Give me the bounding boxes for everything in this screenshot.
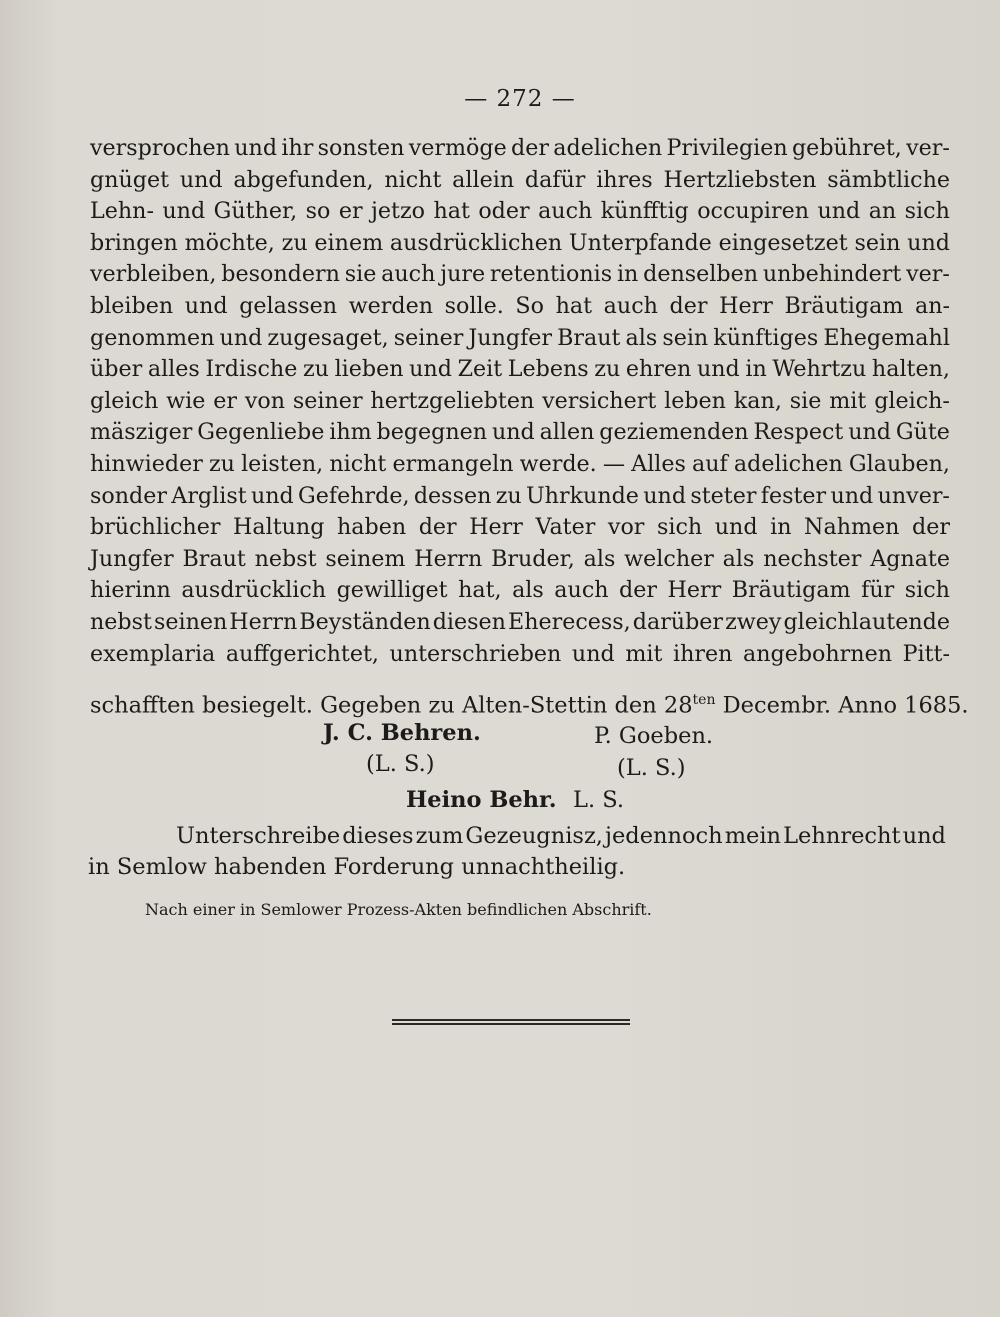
word: nicht <box>329 450 387 477</box>
word: sein <box>662 324 709 351</box>
text-line <box>90 575 950 607</box>
word: nicht <box>384 166 442 193</box>
word: haben <box>336 514 407 541</box>
word: allein <box>452 166 515 193</box>
word: mein <box>724 823 782 849</box>
word: begegnen <box>376 419 488 446</box>
word: fester <box>760 482 827 509</box>
text-line <box>90 512 950 544</box>
word: und <box>184 292 228 319</box>
word: Herr <box>469 514 523 541</box>
source-note: Nach einer in Semlower Prozess-Akten befindlichen Abschrift. <box>145 900 652 919</box>
word: oder <box>478 198 530 225</box>
word: Haltung <box>233 514 325 541</box>
word: Uhrkunde <box>525 482 639 509</box>
word: Gefehrde, <box>298 482 410 509</box>
word: jedennoch <box>605 823 723 849</box>
text-line <box>90 544 950 576</box>
word: ehren <box>625 356 692 383</box>
word: leben <box>664 387 726 414</box>
word: allen <box>539 419 595 446</box>
word: Glauben, <box>848 450 950 477</box>
word: er <box>213 387 237 414</box>
word: jure <box>440 261 486 288</box>
word: Respect <box>753 419 844 446</box>
word: auffgerichtet, <box>225 640 379 667</box>
word: lieben <box>334 356 404 383</box>
text-line <box>90 639 950 671</box>
word: gleich- <box>874 387 950 414</box>
word: und <box>696 356 740 383</box>
word: in <box>745 356 767 383</box>
word: adelichen <box>733 450 843 477</box>
word: hat <box>555 292 593 319</box>
signature-heino: Heino Behr. <box>406 787 557 813</box>
word: ausdrücklichen <box>389 229 563 256</box>
word: zum <box>415 823 464 849</box>
word: dafür <box>524 166 586 193</box>
word: Bruder, <box>491 545 575 572</box>
word: hat <box>433 198 470 225</box>
word: Herrn <box>414 545 483 572</box>
word: als <box>512 577 544 604</box>
word: unbehindert <box>762 261 902 288</box>
word: gewilliget <box>336 577 448 604</box>
word: gleich <box>90 387 159 414</box>
word: nebst <box>90 608 152 635</box>
word: auf <box>692 450 728 477</box>
word: wie <box>166 387 206 414</box>
word: exemplaria <box>90 640 216 667</box>
word: nebst <box>254 545 317 572</box>
seal-goeben: (L. S.) <box>617 755 686 781</box>
word: ermangeln <box>392 450 514 477</box>
word: Unterschreibe <box>176 823 341 849</box>
word: kan, <box>733 387 782 414</box>
word: Irdische <box>205 356 298 383</box>
word: möchte, <box>184 229 275 256</box>
word: hinwieder <box>90 450 203 477</box>
word: welcher <box>624 545 714 572</box>
word: seiner <box>393 324 464 351</box>
word: auch <box>538 198 593 225</box>
word: von <box>244 387 286 414</box>
word: und <box>714 514 758 541</box>
word: und <box>491 419 535 446</box>
last-line-date: Decembr. Anno 1685. <box>715 692 969 719</box>
word: brüchlicher <box>90 514 221 541</box>
word: hierinn <box>90 577 171 604</box>
word: über <box>90 356 143 383</box>
word: und <box>234 135 278 161</box>
word: zu <box>302 356 329 383</box>
word: geziemenden <box>599 419 749 446</box>
word: Lebens <box>507 356 589 383</box>
word: der <box>619 577 657 604</box>
word: Jungfer <box>468 324 553 351</box>
word: Nahmen <box>804 514 900 541</box>
word: ihr <box>281 135 314 161</box>
word: jetzo <box>371 198 425 225</box>
word: dieses <box>342 823 414 849</box>
word: seinen <box>153 608 228 635</box>
word: hertzgeliebten <box>370 387 535 414</box>
text-line <box>90 354 950 386</box>
word: und <box>179 166 223 193</box>
word: der <box>418 514 457 541</box>
word: der <box>912 514 950 541</box>
word: besondern <box>221 261 340 288</box>
word: ihres <box>596 166 653 193</box>
word: Bräutigam <box>731 577 851 604</box>
word: darüber <box>632 608 724 635</box>
word: Jungfer <box>90 545 174 572</box>
word: Privilegien <box>666 135 788 161</box>
word: werde. <box>519 450 597 477</box>
text-line <box>90 417 950 449</box>
word: in <box>770 514 792 541</box>
word: Ehegemahl <box>823 324 950 351</box>
word: Bräutigam <box>784 292 904 319</box>
word: solle. <box>444 292 504 319</box>
closing-statement-line2: in Semlow habenden Forderung unnachtheilig. <box>88 854 626 880</box>
word: Zeit <box>457 356 503 383</box>
word: ihren <box>672 640 733 667</box>
word: ausdrücklich <box>181 577 327 604</box>
word: hat, <box>458 577 502 604</box>
word: vermöge <box>408 135 507 161</box>
word: gnüget <box>90 166 170 193</box>
word: der <box>511 135 549 161</box>
word: sich <box>904 198 950 225</box>
word: sich <box>904 577 950 604</box>
word: So <box>515 292 544 319</box>
word: ihm <box>329 419 372 446</box>
text-line <box>90 133 950 165</box>
word: Vater <box>535 514 596 541</box>
word: zugesaget, <box>267 324 389 351</box>
word: Eherecess, <box>508 608 631 635</box>
last-body-line <box>90 692 969 719</box>
closing-statement-line1 <box>176 823 946 849</box>
word: zu <box>594 356 621 383</box>
word: sonder <box>90 482 167 509</box>
word: auch <box>603 292 658 319</box>
last-line-text: schafften besiegelt. Gegeben zu Alten-Stettin den 28 <box>90 692 693 719</box>
word: adelichen <box>553 135 663 161</box>
text-line <box>90 481 950 513</box>
word: Herr <box>719 292 773 319</box>
body-text <box>90 133 950 670</box>
word: für <box>861 577 895 604</box>
double-rule-divider <box>392 1019 630 1025</box>
text-line <box>90 196 950 228</box>
word: versichert <box>542 387 657 414</box>
word: Güther, <box>213 198 298 225</box>
word: sonsten <box>317 135 405 161</box>
word: ver- <box>906 261 950 288</box>
word: der <box>669 292 708 319</box>
word: mäsziger <box>90 419 193 446</box>
word: abgefunden, <box>233 166 374 193</box>
word: in <box>616 261 639 288</box>
word: sich <box>656 514 703 541</box>
word: eingesetzet <box>718 229 848 256</box>
word: als <box>583 545 616 572</box>
word: bleiben <box>90 292 174 319</box>
word: versprochen <box>90 135 230 161</box>
word: Braut <box>182 545 246 572</box>
word: und <box>848 419 891 446</box>
word: und <box>162 198 206 225</box>
word: und <box>409 356 452 383</box>
word: unver- <box>877 482 950 509</box>
word: Hertzliebsten <box>663 166 817 193</box>
word: sie <box>789 387 822 414</box>
word: nechster <box>763 545 862 572</box>
word: zu <box>281 229 308 256</box>
word: gleichlautende <box>783 608 950 635</box>
word: und <box>817 198 861 225</box>
word: Gezeugnisz, <box>465 823 603 849</box>
word: Arglist <box>171 482 247 509</box>
word: halten, <box>871 356 950 383</box>
word: ver- <box>906 135 950 161</box>
signature-behren: J. C. Behren. <box>323 720 481 746</box>
word: und <box>250 482 294 509</box>
word: und <box>643 482 687 509</box>
seal-behren: (L. S.) <box>366 751 435 777</box>
word: zwey <box>725 608 782 635</box>
word: als <box>625 324 658 351</box>
word: genommen <box>90 324 215 351</box>
word: an <box>868 198 897 225</box>
word: Agnate <box>870 545 950 572</box>
word: und <box>571 640 615 667</box>
word: gelassen <box>239 292 338 319</box>
word: alles <box>147 356 200 383</box>
word: und <box>219 324 263 351</box>
word: künfftig <box>600 198 689 225</box>
word: sein <box>854 229 901 256</box>
word: seiner <box>292 387 363 414</box>
word: Herr <box>667 577 722 604</box>
word: seinem <box>325 545 406 572</box>
word: sie <box>344 261 377 288</box>
word: Lehn- <box>90 198 154 225</box>
word: künftiges <box>713 324 819 351</box>
word: unterschrieben <box>389 640 562 667</box>
word: Güte <box>895 419 950 446</box>
word: so <box>305 198 331 225</box>
word: diesen <box>432 608 506 635</box>
word: und <box>907 229 950 256</box>
text-line <box>90 323 950 355</box>
text-line <box>90 386 950 418</box>
word: mit <box>829 387 867 414</box>
word: Unterpfande <box>568 229 712 256</box>
text-line <box>90 259 950 291</box>
word: auch <box>554 577 609 604</box>
word: — <box>602 450 626 477</box>
word: auch <box>381 261 436 288</box>
word: sämbtliche <box>827 166 950 193</box>
text-line <box>90 607 950 639</box>
word: Alles <box>631 450 686 477</box>
word: an- <box>914 292 950 319</box>
word: vor <box>607 514 645 541</box>
word: er <box>338 198 363 225</box>
word: bringen <box>90 229 178 256</box>
word: und <box>902 823 946 849</box>
seal-heino: L. S. <box>573 787 625 813</box>
word: denselben <box>643 261 759 288</box>
word: als <box>722 545 755 572</box>
word: retentionis <box>489 261 613 288</box>
text-line <box>90 449 950 481</box>
word: mit <box>625 640 663 667</box>
word: angebohrnen <box>742 640 893 667</box>
superscript-ten: ten <box>692 692 716 708</box>
word: leisten, <box>241 450 324 477</box>
word: Herrn <box>229 608 298 635</box>
word: Braut <box>557 324 621 351</box>
word: und <box>830 482 874 509</box>
text-line <box>90 228 950 260</box>
word: dessen <box>413 482 492 509</box>
word: werden <box>348 292 434 319</box>
word: occupiren <box>697 198 810 225</box>
word: gebühret, <box>791 135 902 161</box>
page-number: — 272 — <box>464 86 576 112</box>
word: zu <box>495 482 522 509</box>
text-line <box>90 291 950 323</box>
text-line <box>90 165 950 197</box>
word: Wehrtzu <box>772 356 867 383</box>
word: steter <box>690 482 757 509</box>
word: Pitt- <box>902 640 950 667</box>
word: verbleiben, <box>90 261 217 288</box>
word: Lehnrecht <box>783 823 901 849</box>
signature-goeben: P. Goeben. <box>594 723 714 749</box>
word: Beyständen <box>299 608 431 635</box>
word: einem <box>314 229 384 256</box>
word: zu <box>208 450 235 477</box>
word: Gegenliebe <box>197 419 325 446</box>
